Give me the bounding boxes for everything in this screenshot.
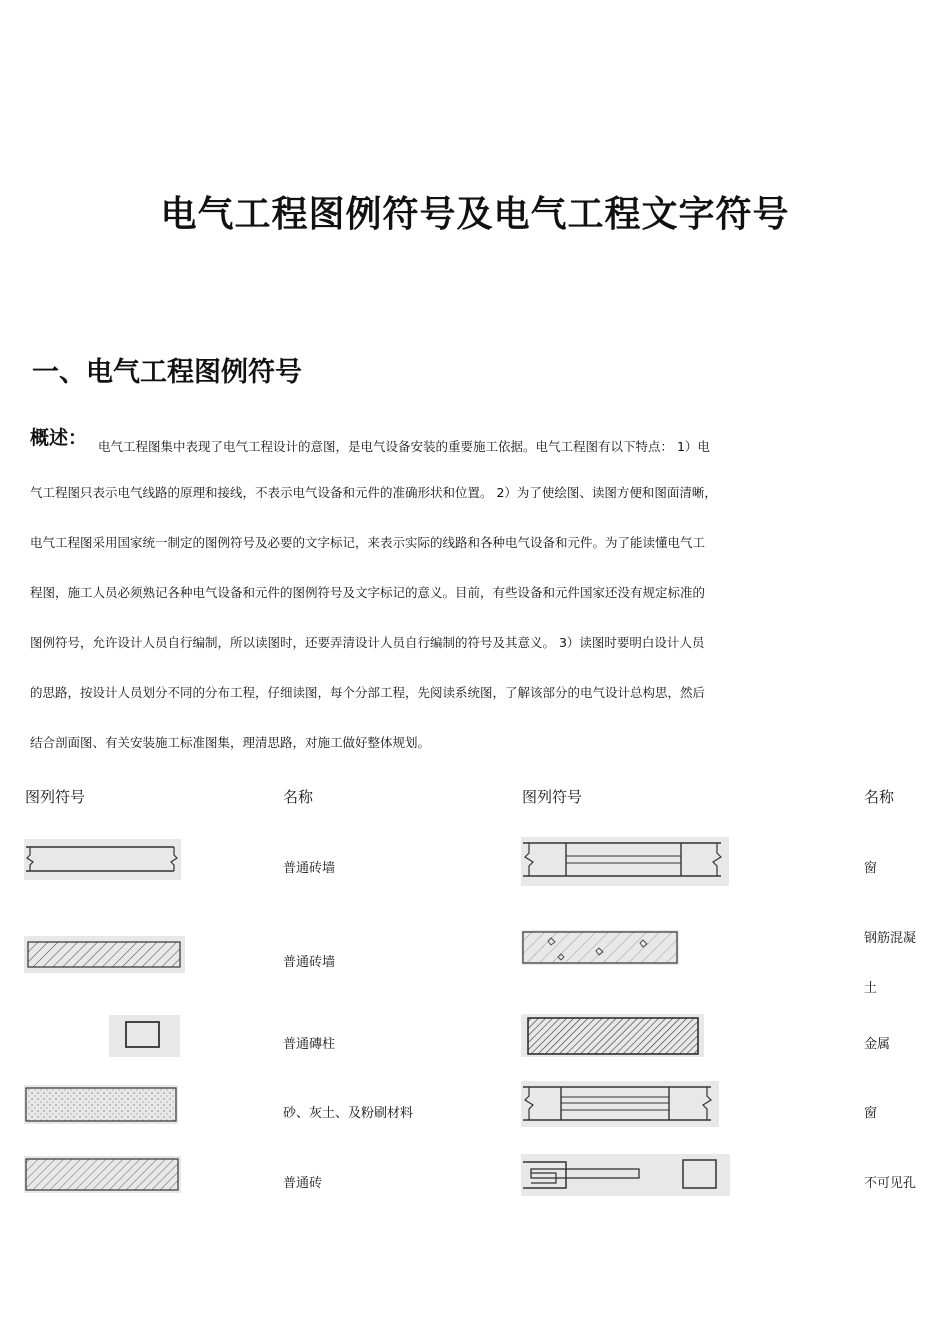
header-symbol-left: 图列符号 (25, 788, 86, 806)
intro-label: 概述： (30, 427, 88, 449)
symbol-name: 窗 (864, 861, 878, 876)
sand-plaster-symbol (24, 1085, 178, 1124)
common-brick-symbol (24, 1156, 181, 1193)
intro-line: 电气工程图采用国家统一制定的图例符号及必要的文字标记，来表示实际的线路和各种电气设备和元件。为了能读懂电气工 (30, 535, 706, 550)
symbol-name: 普通磚柱 (283, 1037, 336, 1052)
header-name-left: 名称 (283, 788, 314, 806)
symbol-name: 金属 (864, 1037, 891, 1052)
symbol-name: 不可见孔 (864, 1176, 917, 1191)
brick-column-symbol (109, 1015, 180, 1057)
section-heading: 一、电气工程图例符号 (32, 357, 302, 388)
intro-line: 结合剖面图、有关安装施工标准图集，理清思路，对施工做好整体规划。 (30, 735, 431, 750)
reinforced-concrete-symbol (521, 930, 679, 965)
page-title: 电气工程图例符号及电气工程文字符号 (160, 194, 790, 235)
metal-symbol (521, 1014, 704, 1057)
intro-line: 气工程图只表示电气线路的原理和接线，不表示电气设备和元件的准确形状和位置。 2）为了使绘图、读图方便和图面清晰， (30, 485, 717, 500)
intro-line: 图例符号，允许设计人员自行编制，所以读图时，还要弄清设计人员自行编制的符号及其意义。 3）读图时要明白设计人员 (30, 635, 705, 650)
symbol-name: 普通砖墙 (283, 955, 336, 970)
brick-wall-symbol (24, 839, 181, 880)
symbol-name: 砂、灰土、及粉刷材料 (283, 1106, 414, 1121)
symbol-name: 普通砖墙 (283, 861, 336, 876)
header-symbol-right: 图列符号 (522, 788, 583, 806)
intro-line: 电气工程图集中表现了电气工程设计的意图，是电气设备安装的重要施工依据。电气工程图有以下特点： 1）电 (98, 439, 710, 454)
symbol-name: 窗 (864, 1106, 878, 1121)
intro-line: 程图，施工人员必须熟记各种电气设备和元件的图例符号及文字标记的意义。目前，有些设备和元件国家还没有规定标准的 (30, 585, 706, 600)
invisible-hole-symbol (521, 1154, 730, 1196)
brick-wall-hatched-symbol (24, 936, 185, 973)
symbol-name: 普通砖 (283, 1176, 323, 1191)
header-name-right: 名称 (864, 788, 895, 806)
symbol-name: 土 (864, 981, 878, 996)
intro-line: 的思路，按设计人员划分不同的分布工程，仔细读图，每个分部工程，先阅读系统图，了解该部分的电气设计总构思，然后 (30, 685, 706, 700)
symbol-name: 钢筋混凝 (864, 931, 917, 946)
window-symbol (521, 1081, 719, 1127)
window-symbol (521, 837, 729, 886)
